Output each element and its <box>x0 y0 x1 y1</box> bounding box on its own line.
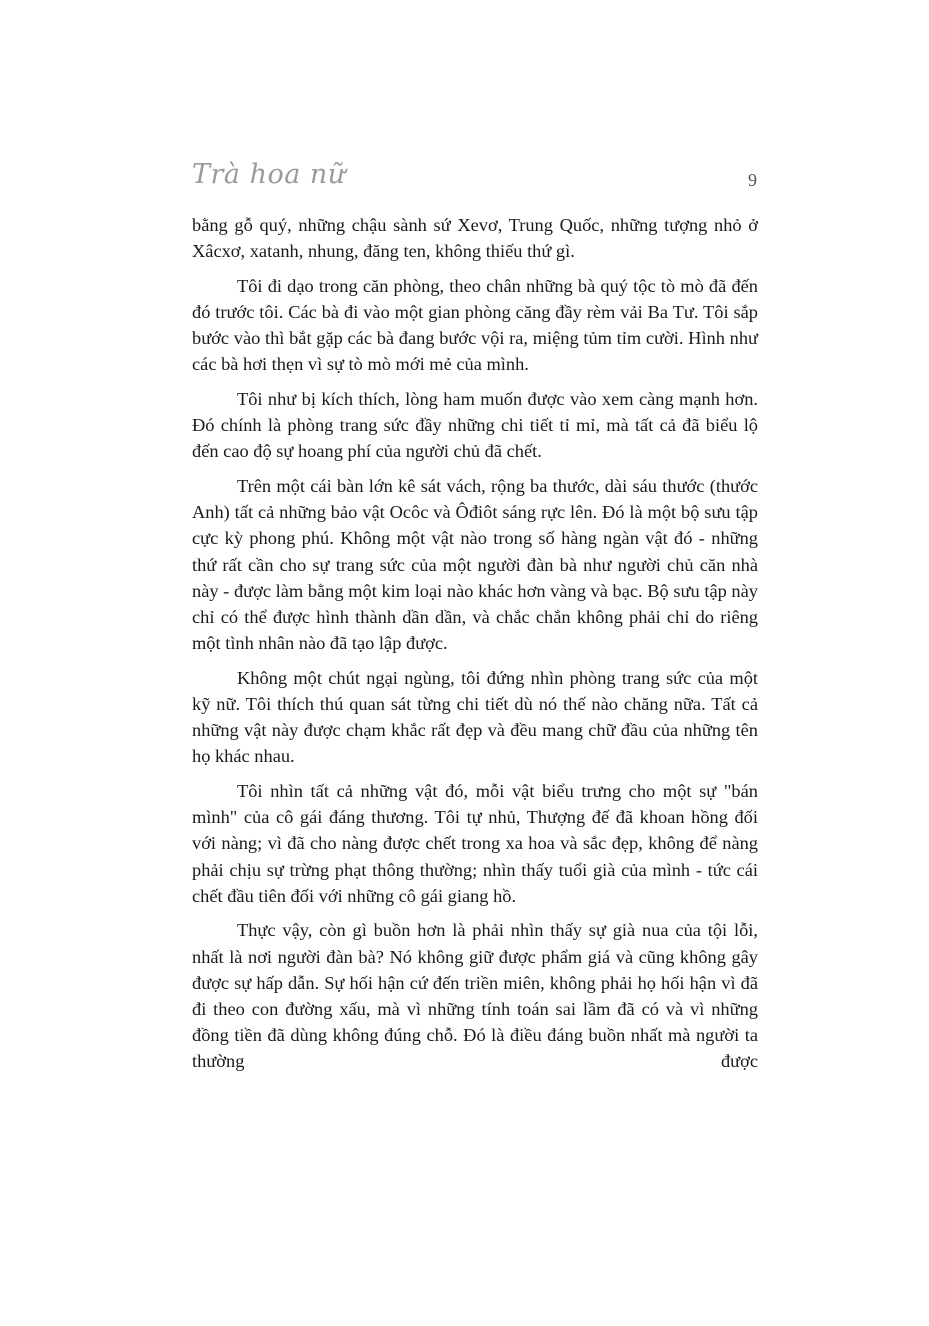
page-number: 9 <box>748 170 757 190</box>
paragraph-7: Thực vậy, còn gì buồn hơn là phải nhìn thấy sự già nua của tội lỗi, nhất là nơi người đàn bà? Nó không giữ được phẩm giá và cũng không gây được sự hấp dẫn. Sự hối hận cứ đến triền miên, không phải họ hối hận vì đã đi theo con đường xấu, mà vì những tính toán sai lầm đã có và vì những đồng tiền đã dùng không đúng chỗ. Đó là điều đáng buồn nhất mà người ta thường được <box>192 920 758 1072</box>
running-header <box>192 155 759 199</box>
paragraph-4: Trên một cái bàn lớn kê sát vách, rộng ba thước, dài sáu thước (thước Anh) tất cả những bảo vật Ocôc và Ôđiôt sáng rực lên. Đó là một bộ sưu tập cực kỳ phong phú. Không một vật nào trong số hàng ngàn vật đó - những thứ rất cần cho sự trang sức của một người đàn bà như người chủ căn nhà này - được làm bằng một kim loại nào khác hơn vàng và bạc. Bộ sưu tập này chỉ có thể được hình thành dần dần, và chắc chắn không phải chỉ do riêng một tình nhân nào đã tạo lập được. <box>192 476 758 654</box>
book-title: Trà hoa nữ <box>192 159 346 190</box>
paragraph-5: Không một chút ngại ngùng, tôi đứng nhìn phòng trang sức của một kỹ nữ. Tôi thích thú quan sát từng chi tiết dù nó thế nào chăng nữa. Tất cả những vật này được chạm khắc rất đẹp và đều mang chữ đầu của những tên họ khác nhau. <box>192 667 758 767</box>
paragraph-3: Tôi như bị kích thích, lòng ham muốn được vào xem càng mạnh hơn. Đó chính là phòng trang sức đầy những chi tiết tỉ mỉ, mà tất cả đã biểu lộ đến cao độ sự hoang phí của người chủ đã chết. <box>192 389 758 462</box>
paragraph-1: bằng gỗ quý, những chậu sành sứ Xevơ, Trung Quốc, những tượng nhỏ ở Xâcxơ, xatanh, nhung, đăng ten, không thiếu thứ gì. <box>192 215 758 262</box>
body-text <box>192 212 758 1075</box>
paragraph-6: Tôi nhìn tất cả những vật đó, mỗi vật biểu trưng cho một sự "bán mình" của cô gái đáng thương. Tôi tự nhủ, Thượng đế đã khoan hồng đối với nàng; vì đã cho nàng được chết trong xa hoa và sắc đẹp, không để nàng phải chịu sự trừng phạt thông thường; nhìn thấy tuổi già của mình - tức cái chết đầu tiên đối với những cô gái giang hồ. <box>192 781 758 906</box>
paragraph-2: Tôi đi dạo trong căn phòng, theo chân những bà quý tộc tò mò đã đến đó trước tôi. Các bà đi vào một gian phòng căng đầy rèm vải Ba Tư. Tôi sắp bước vào thì bắt gặp các bà đang bước vội ra, miệng tủm tỉm cười. Hình như các bà hơi thẹn vì sự tò mò mới mẻ của mình. <box>192 275 758 375</box>
